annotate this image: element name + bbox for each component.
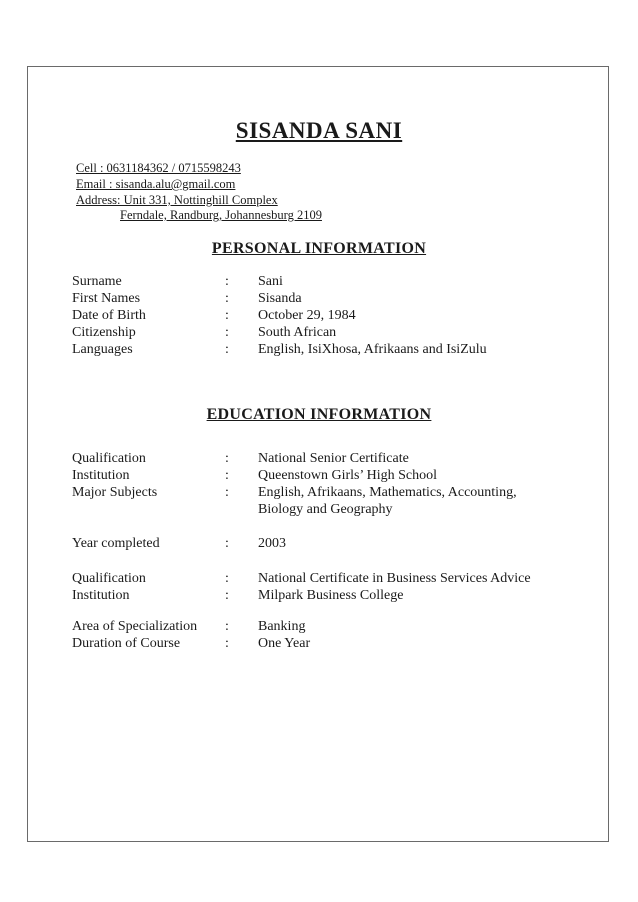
row-separator: :	[225, 588, 229, 603]
contact-address-line1: Address: Unit 331, Nottinghill Complex	[76, 193, 278, 207]
row-separator: :	[225, 308, 229, 323]
row-value: National Certificate in Business Services Advice	[258, 571, 531, 586]
row-value: English, IsiXhosa, Afrikaans and IsiZulu	[258, 342, 487, 357]
row-separator: :	[225, 485, 229, 500]
row-separator: :	[225, 619, 229, 634]
row-value: English, Afrikaans, Mathematics, Accounting, Biology and Geography	[258, 485, 517, 517]
row-value: South African	[258, 325, 337, 340]
row-label: Institution	[72, 468, 130, 483]
row-value: Sisanda	[258, 291, 302, 306]
row-separator: :	[225, 342, 229, 357]
row-label: Surname	[72, 274, 122, 289]
row-label: Qualification	[72, 451, 146, 466]
row-label: Major Subjects	[72, 485, 158, 500]
row-label: Year completed	[72, 536, 160, 551]
row-separator: :	[225, 451, 229, 466]
row-label: First Names	[72, 291, 141, 306]
row-value: Queenstown Girls’ High School	[258, 468, 437, 483]
row-separator: :	[225, 536, 229, 551]
row-value: One Year	[258, 636, 311, 651]
row-label: Institution	[72, 588, 130, 603]
contact-cell: Cell : 0631184362 / 0715598243	[76, 161, 241, 175]
row-label: Qualification	[72, 571, 146, 586]
row-label: Citizenship	[72, 325, 136, 340]
page-title: SISANDA SANI	[235, 118, 403, 143]
row-separator: :	[225, 571, 229, 586]
row-label: Date of Birth	[72, 308, 146, 323]
contact-address-line2: Ferndale, Randburg, Johannesburg 2109	[120, 208, 322, 222]
education-section-title: EDUCATION INFORMATION	[206, 406, 432, 423]
row-value: Banking	[258, 619, 306, 634]
row-value: 2003	[258, 536, 286, 551]
personal-section-title: PERSONAL INFORMATION	[211, 240, 427, 257]
row-value: October 29, 1984	[258, 308, 356, 323]
row-separator: :	[225, 274, 229, 289]
contact-email: Email : sisanda.alu@gmail.com	[76, 177, 236, 191]
row-label: Area of Specialization	[72, 619, 198, 634]
row-value: Milpark Business College	[258, 588, 404, 603]
row-value: Sani	[258, 274, 283, 289]
row-label: Languages	[72, 342, 133, 357]
row-separator: :	[225, 636, 229, 651]
row-value: National Senior Certificate	[258, 451, 409, 466]
row-separator: :	[225, 325, 229, 340]
row-label: Duration of Course	[72, 636, 181, 651]
row-separator: :	[225, 291, 229, 306]
row-separator: :	[225, 468, 229, 483]
